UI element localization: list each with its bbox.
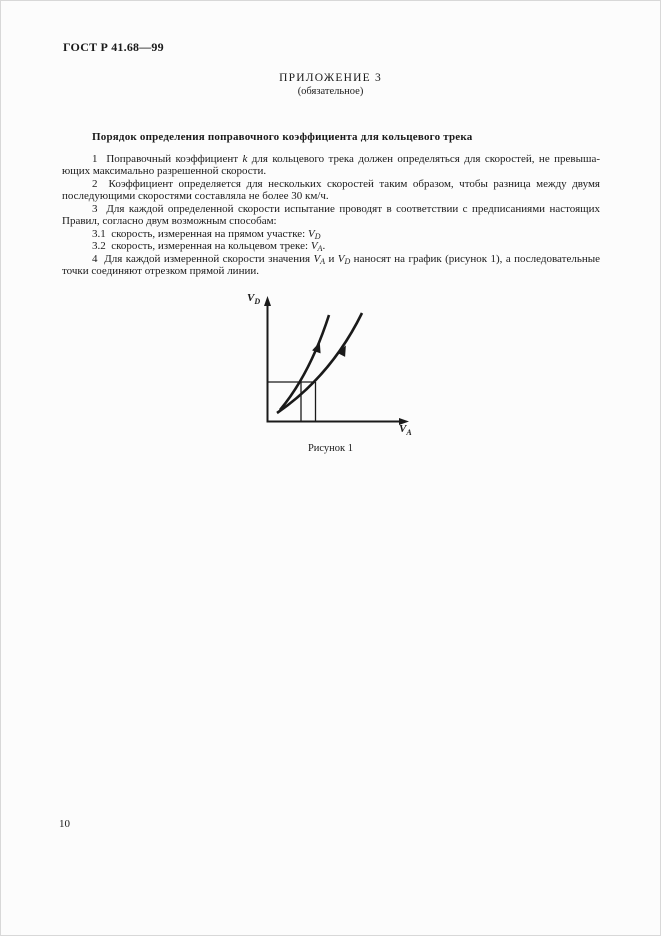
text-line: ющих максимально разрешенной скорости.: [62, 165, 267, 178]
text-line: последующими скоростями составляла не более 30 км/ч.: [62, 190, 329, 203]
text-line: 1 Поправочный коэффициент k для кольцевого трека должен определяться для скоростей, не превыша-: [92, 153, 600, 165]
paragraph: [62, 178, 600, 203]
body-text: [62, 153, 600, 277]
text-line: 2 Коэффициент определяется для нескольких скоростей таким образом, чтобы разница между двумя: [92, 177, 600, 190]
text-line: Правил, согласно двум возможным способам:: [62, 215, 277, 228]
doc-code: ГОСТ Р 41.68—99: [63, 40, 164, 54]
appendix-subtitle: (обязательное): [297, 86, 364, 97]
text-line: 3.2 скорость, измеренная на кольцевом треке: VA.: [92, 240, 326, 254]
section-title: Порядок определения поправочного коэффициента для кольцевого трека: [92, 131, 473, 143]
paragraph: [62, 240, 600, 252]
curve-steep: [280, 315, 329, 410]
appendix-title: ПРИЛОЖЕНИЕ 3: [279, 72, 382, 84]
paragraph: [62, 228, 600, 240]
text-line: 3 Для каждой определенной скорости испытание проводят в соответствии с предписаниями настоящих: [92, 202, 600, 215]
text-line: 3.1 скорость, измеренная на прямом участке: VD: [92, 227, 321, 241]
figure-graph: [235, 292, 425, 444]
text-line: 4 Для каждой измеренной скорости значения VA и VD наносят на график (рисунок 1), а последовательные: [92, 252, 600, 266]
y-axis-arrow-icon: [264, 296, 271, 306]
paragraph: [62, 153, 600, 178]
text-line: точки соединяют отрезком прямой линии.: [62, 264, 259, 277]
page-number: 10: [59, 818, 70, 830]
figure-caption: Рисунок 1: [307, 443, 354, 454]
paragraph: [62, 253, 600, 278]
figure-x-axis-label: $V_A$: [399, 423, 412, 438]
paragraph: [62, 203, 600, 228]
figure-y-axis-label: $V_D$: [247, 292, 261, 307]
